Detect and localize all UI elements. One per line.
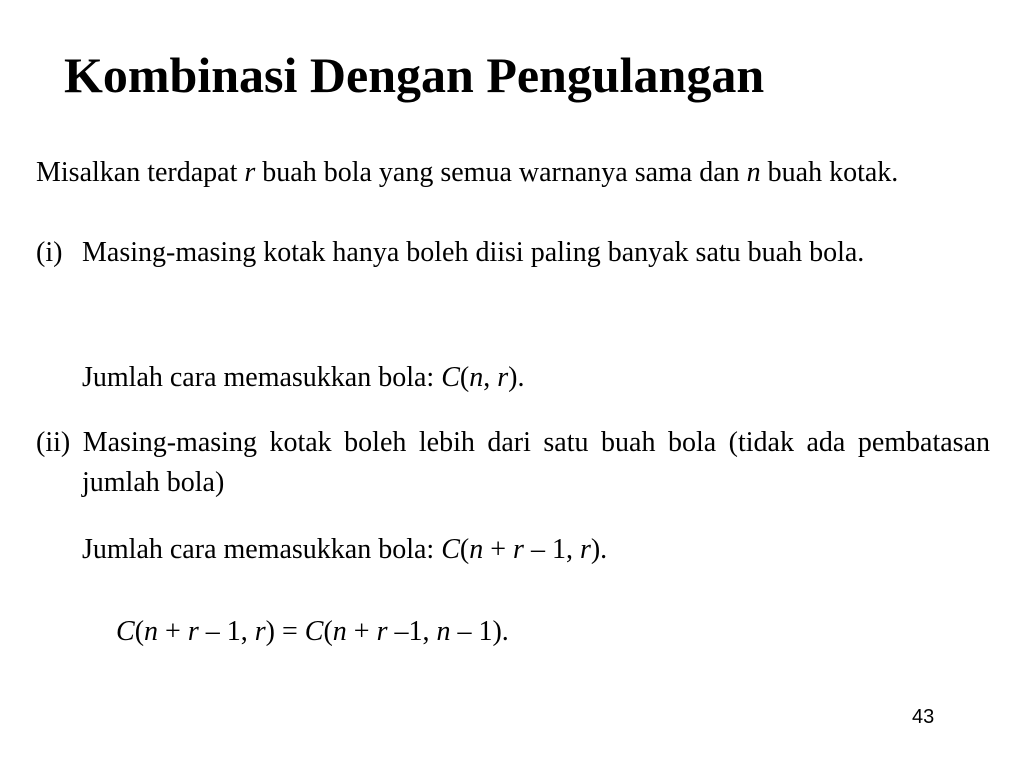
formula-plus: + xyxy=(483,534,514,565)
formula-plus: + xyxy=(158,616,188,647)
formula-r: r xyxy=(513,534,524,565)
formula-r: r xyxy=(497,362,509,393)
list-item-label: (ii) xyxy=(36,427,71,458)
list-item-ii xyxy=(36,423,990,503)
formula-prefix: Jumlah cara memasukkan bola: xyxy=(82,534,442,565)
list-item-text: Masing-masing kotak hanya boleh diisi paling banyak satu buah bola. xyxy=(82,237,865,268)
formula-paren: ( xyxy=(459,534,470,565)
variable-n: n xyxy=(746,157,761,188)
intro-paragraph xyxy=(36,153,990,193)
formula-close: ). xyxy=(508,362,525,393)
formula-close: – 1). xyxy=(450,616,509,647)
formula-C: C xyxy=(441,362,460,393)
formula-close: ). xyxy=(590,534,608,565)
formula-n: n xyxy=(436,616,451,647)
formula-paren: ( xyxy=(323,616,333,647)
formula-equals: ) = xyxy=(265,616,305,647)
formula-r2: r xyxy=(579,534,591,565)
slide-title: Kombinasi Dengan Pengulangan xyxy=(64,47,765,103)
formula-C: C xyxy=(304,616,324,647)
formula-n: n xyxy=(469,362,484,393)
formula-line-i xyxy=(82,358,524,398)
variable-r: r xyxy=(244,157,256,188)
formula-r: r xyxy=(254,616,266,647)
identity-formula xyxy=(116,612,509,652)
formula-comma: , xyxy=(483,362,498,393)
formula-n: n xyxy=(144,616,159,647)
formula-paren: ( xyxy=(134,616,145,647)
formula-C: C xyxy=(441,534,460,565)
formula-minus-one: – 1, xyxy=(198,616,255,647)
formula-prefix: Jumlah cara memasukkan bola: xyxy=(82,362,442,393)
formula-r: r xyxy=(376,616,388,647)
formula-paren: ( xyxy=(459,362,470,393)
formula-line-ii xyxy=(82,530,607,570)
list-item-text xyxy=(36,423,990,503)
intro-text-1: Misalkan terdapat xyxy=(36,157,245,188)
formula-minus-one: –1, xyxy=(387,616,437,647)
formula-C: C xyxy=(116,616,135,647)
intro-text-2: buah bola yang semua warnanya sama dan xyxy=(255,157,747,188)
intro-text-3: buah kotak. xyxy=(760,157,899,188)
formula-plus: + xyxy=(346,616,377,647)
formula-r: r xyxy=(187,616,199,647)
formula-n: n xyxy=(332,616,347,647)
formula-n: n xyxy=(469,534,484,565)
page-number: 43 xyxy=(912,706,935,728)
list-item-i xyxy=(36,233,990,273)
list-item-body: Masing-masing kotak boleh lebih dari satu buah bola (tidak ada pembatasan jumlah bola) xyxy=(82,427,991,498)
formula-minus-one: – 1, xyxy=(523,534,580,565)
list-item-label: (i) xyxy=(36,237,63,268)
